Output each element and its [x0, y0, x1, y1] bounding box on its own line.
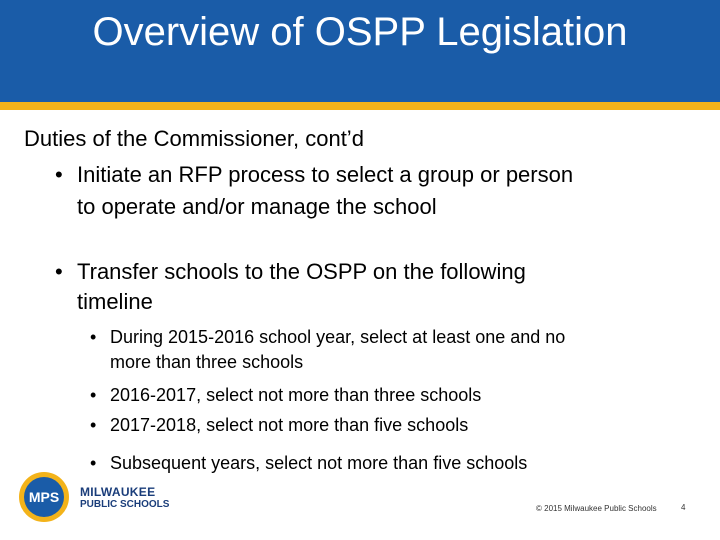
copyright-text: © 2015 Milwaukee Public Schools	[536, 504, 657, 513]
bullet-text: Transfer schools to the OSPP on the following	[77, 259, 526, 284]
bullet-text: timeline	[77, 289, 153, 314]
bullet-marker: •	[55, 259, 63, 284]
bullet-marker: •	[55, 162, 63, 187]
brand-name: MILWAUKEE	[80, 485, 156, 499]
sub-bullet-marker: •	[90, 385, 97, 405]
sub-bullet-marker: •	[90, 453, 97, 473]
sub-bullet-text: During 2015-2016 school year, select at least one and no	[110, 327, 566, 347]
logo-text: MPS	[28, 489, 60, 505]
bullet-text: Initiate an RFP process to select a group or person	[77, 162, 574, 187]
sub-bullet-text: 2017-2018, select not more than five schools	[110, 415, 469, 435]
sub-bullet-text: more than three schools	[110, 352, 304, 372]
mps-logo	[18, 471, 70, 523]
brand-subname: PUBLIC SCHOOLS	[80, 499, 170, 510]
page-number: 4	[681, 503, 686, 512]
sub-bullet-marker: •	[90, 327, 97, 347]
sub-bullet-text: 2016-2017, select not more than three schools	[110, 385, 482, 405]
sub-bullet-marker: •	[90, 415, 97, 435]
slide-title: Overview of OSPP Legislation	[92, 10, 628, 54]
sub-bullet-text: Subsequent years, select not more than five schools	[110, 453, 528, 473]
body-heading: Duties of the Commissioner, cont’d	[24, 126, 364, 151]
bullet-text: to operate and/or manage the school	[77, 194, 437, 219]
